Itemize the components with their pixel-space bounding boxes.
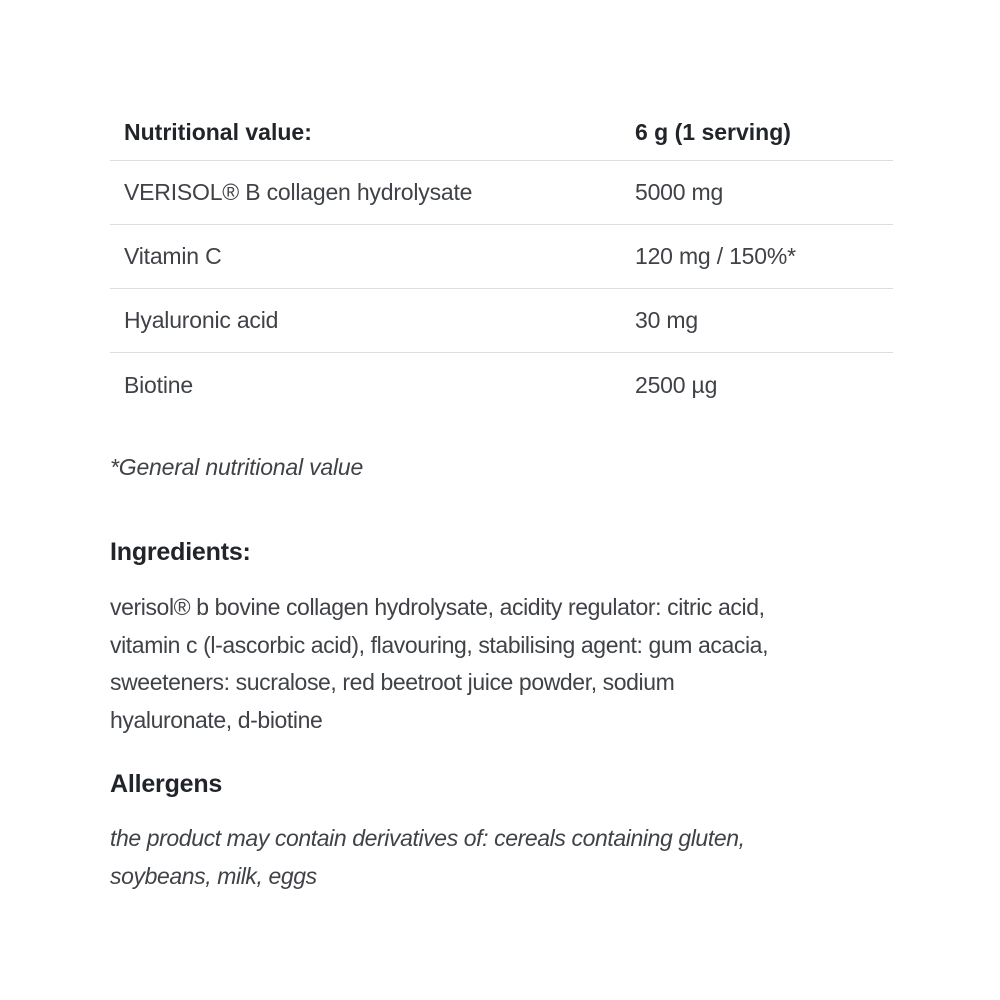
row-label: Hyaluronic acid [124, 307, 279, 333]
product-nutrition-panel [110, 105, 893, 895]
ingredients-text-line: vitamin c (l-ascorbic acid), flavouring, stabilising agent: gum acacia, [110, 631, 769, 658]
row-label: VERISOL® B collagen hydrolysate [124, 179, 473, 205]
row-value: 30 mg [635, 307, 698, 333]
row-label: Vitamin C [124, 243, 222, 269]
allergens-heading: Allergens [110, 770, 223, 798]
allergens-text [110, 820, 893, 895]
row-value: 120 mg / 150%* [635, 243, 796, 269]
table-row [110, 289, 893, 353]
nutrition-table-header-label: Nutritional value: [124, 119, 312, 145]
allergens-section [110, 768, 893, 895]
ingredients-heading: Ingredients: [110, 538, 251, 566]
nutrition-table-header-value: 6 g (1 serving) [635, 119, 791, 145]
row-label: Biotine [124, 371, 193, 398]
nutrition-table [110, 105, 893, 417]
row-value: 5000 mg [635, 179, 724, 205]
ingredients-text-line: verisol® b bovine collagen hydrolysate, acidity regulator: citric acid, [110, 594, 765, 620]
table-row [110, 353, 893, 417]
row-value: 2500 µg [635, 371, 718, 398]
table-row [110, 225, 893, 289]
nutrition-table-header-row [110, 105, 893, 161]
ingredients-text [110, 589, 893, 739]
allergens-text-line: the product may contain derivatives of: cereals containing gluten, [110, 825, 745, 851]
ingredients-section [110, 536, 893, 739]
table-row [110, 161, 893, 225]
allergens-text-line: soybeans, milk, eggs [110, 862, 317, 889]
ingredients-text-line: sweeteners: sucralose, red beetroot juice powder, sodium [110, 669, 675, 695]
ingredients-text-line: hyaluronate, d-biotine [110, 706, 323, 733]
general-value-footnote: *General nutritional value [110, 454, 364, 480]
